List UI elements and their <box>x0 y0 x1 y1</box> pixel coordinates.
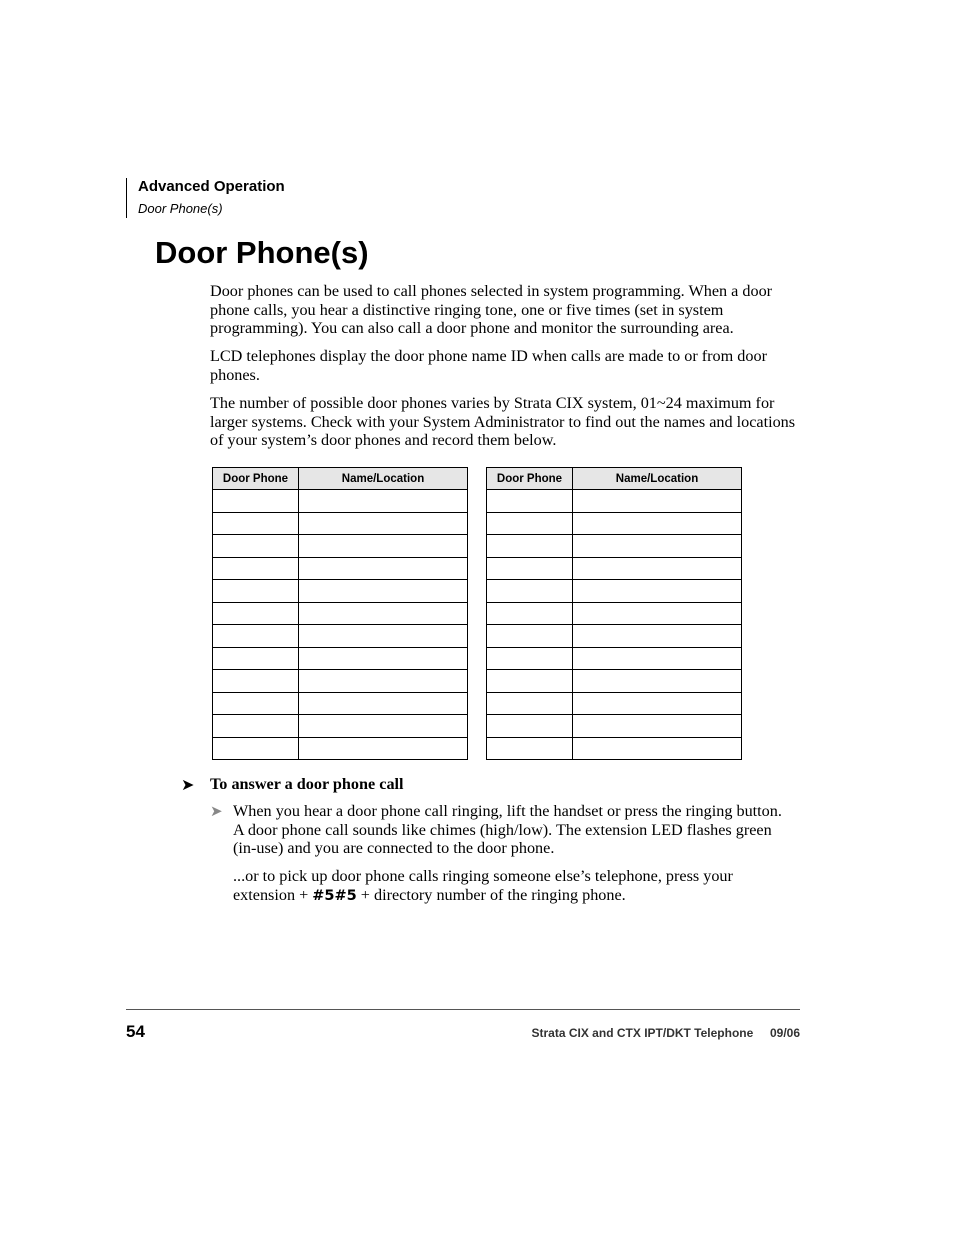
procedure-arrow-icon: ➤ <box>181 775 195 794</box>
procedure-title: To answer a door phone call <box>210 775 404 793</box>
column-header-name-location: Name/Location <box>573 468 742 490</box>
name-location-cell <box>573 490 742 513</box>
door-phone-cell <box>487 535 573 558</box>
table-row <box>213 647 468 670</box>
name-location-cell <box>573 670 742 693</box>
header-section-title: Advanced Operation <box>138 178 285 195</box>
door-phone-cell <box>487 715 573 738</box>
table-row <box>487 490 742 513</box>
door-phone-cell <box>213 647 299 670</box>
name-location-cell <box>573 602 742 625</box>
page-title: Door Phone(s) <box>155 235 369 270</box>
column-header-door-phone: Door Phone <box>213 468 299 490</box>
name-location-cell <box>573 535 742 558</box>
door-phone-cell <box>213 512 299 535</box>
door-phone-cell <box>487 580 573 603</box>
door-phone-table-left <box>212 467 468 760</box>
name-location-cell <box>299 490 468 513</box>
table-row <box>487 557 742 580</box>
table-row <box>487 625 742 648</box>
lcd-paragraph: LCD telephones display the door phone name ID when calls are made to or from door phones. <box>210 347 767 384</box>
name-location-cell <box>573 737 742 760</box>
table-row <box>487 737 742 760</box>
name-location-cell <box>573 557 742 580</box>
door-phone-cell <box>213 490 299 513</box>
door-phone-cell <box>487 692 573 715</box>
count-paragraph: The number of possible door phones varies by Strata CIX system, 01~24 maximum for larger systems. Check with your System Administrator to find out the names and locations of your system’s door phones and record them below. <box>210 394 796 450</box>
name-location-cell <box>573 715 742 738</box>
table-row <box>213 512 468 535</box>
step-2-text-after: + directory number of the ringing phone. <box>356 885 626 904</box>
table-row <box>213 737 468 760</box>
door-phone-cell <box>487 557 573 580</box>
door-phone-cell <box>213 692 299 715</box>
door-phone-cell <box>487 625 573 648</box>
table-row <box>213 602 468 625</box>
door-phone-cell <box>213 602 299 625</box>
door-phone-table-right <box>486 467 742 760</box>
table-body <box>487 490 742 760</box>
name-location-cell <box>573 647 742 670</box>
table-row <box>487 602 742 625</box>
name-location-cell <box>299 692 468 715</box>
step-2-text-before: ...or to pick up door phone calls ringing someone else’s telephone, press your extension + <box>233 867 733 904</box>
table-row <box>487 580 742 603</box>
procedure-step-1: When you hear a door phone call ringing, lift the handset or press the ringing button. A door phone call sounds like chimes (high/low). The extension LED flashes green (in-use) and you are connected to the door phone. <box>233 802 782 858</box>
table-row <box>213 670 468 693</box>
table-row <box>213 625 468 648</box>
name-location-cell <box>299 670 468 693</box>
table-row <box>487 535 742 558</box>
page-number: 54 <box>126 1022 145 1041</box>
name-location-cell <box>299 647 468 670</box>
name-location-cell <box>299 535 468 558</box>
table-row <box>487 715 742 738</box>
door-phone-cell <box>487 670 573 693</box>
procedure-step-2 <box>233 867 793 905</box>
table-row <box>213 557 468 580</box>
column-header-name-location: Name/Location <box>299 468 468 490</box>
name-location-cell <box>573 625 742 648</box>
step-arrow-icon: ➤ <box>210 802 223 820</box>
door-phone-cell <box>213 670 299 693</box>
door-phone-cell <box>213 737 299 760</box>
door-phone-cell <box>487 512 573 535</box>
name-location-cell <box>299 737 468 760</box>
door-phone-cell <box>487 737 573 760</box>
table-row <box>213 715 468 738</box>
name-location-cell <box>299 557 468 580</box>
table-row <box>487 512 742 535</box>
door-phone-cell <box>213 580 299 603</box>
intro-paragraph: Door phones can be used to call phones selected in system programming. When a door phone calls, you hear a distinctive ringing tone, one or five times (set in system programming). You can also call a door phone and monitor the surrounding area. <box>210 282 773 338</box>
name-location-cell <box>299 512 468 535</box>
table-row <box>487 692 742 715</box>
door-phone-cell <box>213 535 299 558</box>
feature-code: #5#5 <box>312 887 357 904</box>
table-row <box>213 692 468 715</box>
door-phone-cell <box>487 602 573 625</box>
door-phone-cell <box>487 490 573 513</box>
table-row <box>487 670 742 693</box>
name-location-cell <box>573 580 742 603</box>
name-location-cell <box>299 580 468 603</box>
table-row <box>213 580 468 603</box>
header-subsection-title: Door Phone(s) <box>138 201 223 216</box>
door-phone-cell <box>213 557 299 580</box>
footer-text: Strata CIX and CTX IPT/DKT Telephone 09/06 <box>531 1026 800 1040</box>
name-location-cell <box>573 512 742 535</box>
table-body <box>213 490 468 760</box>
door-phone-cell <box>213 625 299 648</box>
name-location-cell <box>299 625 468 648</box>
door-phone-cell <box>487 647 573 670</box>
table-row <box>213 535 468 558</box>
name-location-cell <box>299 715 468 738</box>
name-location-cell <box>573 692 742 715</box>
name-location-cell <box>299 602 468 625</box>
table-row <box>213 490 468 513</box>
running-header <box>126 178 285 218</box>
footer-divider <box>126 1009 800 1010</box>
door-phone-cell <box>213 715 299 738</box>
table-row <box>487 647 742 670</box>
column-header-door-phone: Door Phone <box>487 468 573 490</box>
